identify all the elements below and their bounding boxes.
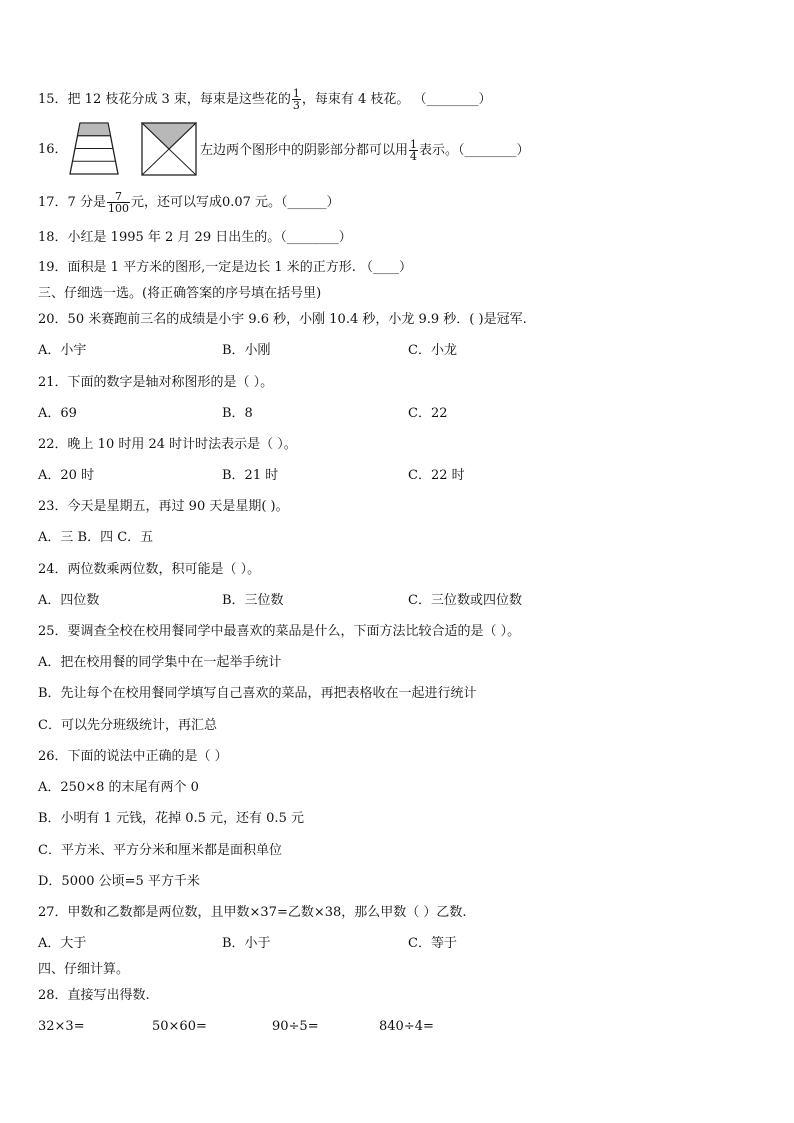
q22-option-c[interactable]: C．22 时 bbox=[408, 468, 465, 483]
square-figure bbox=[140, 121, 198, 177]
trapezoid-figure bbox=[68, 121, 120, 176]
q28-expression-1: 32×3= bbox=[38, 1019, 85, 1034]
q27-option-b[interactable]: B．小于 bbox=[222, 936, 271, 951]
q25-option-c[interactable]: C．可以先分班级统计，再汇总 bbox=[38, 718, 217, 733]
q21-option-a[interactable]: A．69 bbox=[38, 406, 77, 421]
question-23: 23．今天是星期五，再过 90 天是星期( )。 bbox=[38, 499, 289, 514]
q26-option-d[interactable]: D．5000 公顷=5 平方千米 bbox=[38, 874, 200, 889]
question-25: 25．要调查全校在校用餐同学中最喜欢的菜品是什么，下面方法比较合适的是（ ）。 bbox=[38, 624, 521, 639]
question-28: 28．直接写出得数. bbox=[38, 988, 150, 1003]
question-18: 18．小红是 1995 年 2 月 29 日出生的。（________） bbox=[38, 230, 352, 245]
section-3-heading: 三、仔细选一选。(将正确答案的序号填在括号里) bbox=[38, 286, 322, 301]
question-22: 22．晚上 10 时用 24 时计时法表示是（ ）。 bbox=[38, 437, 297, 452]
fraction-one-third: $\frac{1}{3}$ bbox=[292, 87, 300, 112]
q27-option-c[interactable]: C．等于 bbox=[408, 936, 457, 951]
question-15-suffix: ，每束有 4 枝花。 （________） bbox=[301, 92, 492, 107]
question-26: 26．下面的说法中正确的是（ ） bbox=[38, 749, 228, 764]
q21-option-b[interactable]: B．8 bbox=[222, 406, 253, 421]
q25-option-a[interactable]: A．把在校用餐的同学集中在一起举手统计 bbox=[38, 655, 282, 670]
question-24: 24．两位数乘两位数，积可能是（ ）。 bbox=[38, 562, 261, 577]
fraction-one-fourth: $\frac{1}{4}$ bbox=[410, 138, 418, 163]
q20-option-a[interactable]: A．小宇 bbox=[38, 343, 87, 358]
question-15 bbox=[38, 88, 492, 111]
q26-option-c[interactable]: C．平方米、平方分米和厘米都是面积单位 bbox=[38, 843, 282, 858]
q23-options[interactable]: A．三 B．四 C．五 bbox=[38, 530, 154, 545]
q28-expression-3: 90÷5= bbox=[272, 1019, 319, 1034]
question-16-text: 左边两个图形中的阴影部分都可以用 $\frac{1}{4}$ 表示。（________） bbox=[200, 138, 530, 163]
q28-expression-2: 50×60= bbox=[152, 1019, 207, 1034]
question-21: 21．下面的数字是轴对称图形的是（ ）。 bbox=[38, 375, 274, 390]
q20-option-b[interactable]: B．小刚 bbox=[222, 343, 271, 358]
q21-option-c[interactable]: C．22 bbox=[408, 406, 448, 421]
question-17: 17．7 分是 $\frac{7}{100}$ 元，还可以写成0.07 元。（______） bbox=[38, 190, 340, 215]
q24-option-a[interactable]: A．四位数 bbox=[38, 593, 100, 608]
question-19: 19．面积是 1 平方米的图形,一定是边长 1 米的正方形. （____） bbox=[38, 260, 413, 275]
question-15-prefix: 15．把 12 枝花分成 3 束，每束是这些花的 bbox=[38, 92, 291, 107]
q22-option-b[interactable]: B．21 时 bbox=[222, 468, 279, 483]
q20-option-c[interactable]: C．小龙 bbox=[408, 343, 457, 358]
q24-option-b[interactable]: B．三位数 bbox=[222, 593, 284, 608]
question-27: 27．甲数和乙数都是两位数，且甲数×37=乙数×38，那么甲数（ ）乙数. bbox=[38, 905, 467, 920]
q22-option-a[interactable]: A．20 时 bbox=[38, 468, 95, 483]
q28-expression-4: 840÷4= bbox=[379, 1019, 434, 1034]
q27-option-a[interactable]: A．大于 bbox=[38, 936, 87, 951]
q25-option-b[interactable]: B．先让每个在校用餐同学填写自己喜欢的菜品，再把表格收在一起进行统计 bbox=[38, 686, 477, 701]
fraction-seven-hundredths: $\frac{7}{100}$ bbox=[107, 190, 129, 215]
question-16-number: 16． bbox=[38, 142, 68, 157]
q24-option-c[interactable]: C．三位数或四位数 bbox=[408, 593, 522, 608]
section-4-heading: 四、仔细计算。 bbox=[38, 962, 130, 977]
q26-option-b[interactable]: B．小明有 1 元钱，花掉 0.5 元，还有 0.5 元 bbox=[38, 811, 304, 826]
q26-option-a[interactable]: A．250×8 的末尾有两个 0 bbox=[38, 780, 199, 795]
question-20: 20．50 米赛跑前三名的成绩是小宇 9.6 秒，小刚 10.4 秒，小龙 9.9 秒．( )是冠军. bbox=[38, 312, 527, 327]
